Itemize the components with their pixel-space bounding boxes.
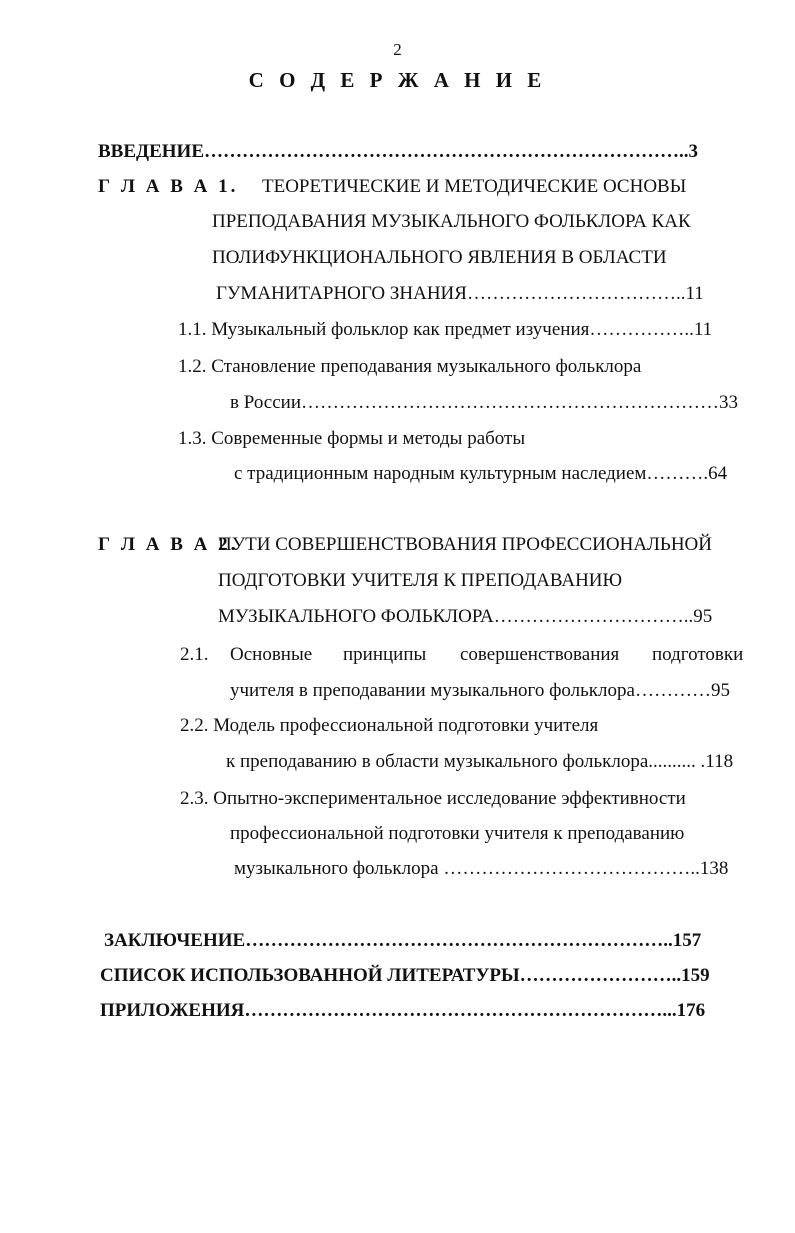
toc-entry-2-3-line-3: музыкального фольклора …………………………………..138 [234,858,729,879]
toc-entry-2-1-line-2: учителя в преподавании музыкального фольклора…………95 [230,680,730,701]
toc-entry-2-1-word-1: Основные [230,644,313,665]
toc-entry-conclusion: ЗАКЛЮЧЕНИЕ…………………………………………………………..157 [104,930,702,951]
chapter-1-title-line-1: ТЕОРЕТИЧЕСКИЕ И МЕТОДИЧЕСКИЕ ОСНОВЫ [262,176,687,197]
toc-entry-2-1-number: 2.1. [180,644,209,665]
toc-entry-2-2-line-1: 2.2. Модель профессиональной подготовки учителя [180,715,599,736]
toc-entry-1-3-line-1: 1.3. Современные формы и методы работы [178,428,526,449]
toc-entry-introduction: ВВЕДЕНИЕ…………………………………………………………………..3 [98,141,698,162]
page-title: С О Д Е Р Ж А Н И Е [248,68,547,92]
toc-entry-2-1-word-2: принципы [343,644,427,665]
toc-entry-2-3-line-1: 2.3. Опытно-экспериментальное исследование эффективности [180,788,686,809]
chapter-1-title-line-4: ГУМАНИТАРНОГО ЗНАНИЯ……………………………..11 [216,283,704,304]
chapter-1-title-line-3: ПОЛИФУНКЦИОНАЛЬНОГО ЯВЛЕНИЯ В ОБЛАСТИ [212,247,667,268]
chapter-1-label: Г Л А В А 1. [98,176,239,197]
toc-entry-appendices: ПРИЛОЖЕНИЯ…………………………………………………………...176 [100,1000,706,1021]
toc-entry-2-2-line-2: к преподаванию в области музыкального фольклора.......... .118 [226,751,734,772]
chapter-2-title-line-1: ПУТИ СОВЕРШЕНСТВОВАНИЯ ПРОФЕССИОНАЛЬНОЙ [218,534,712,555]
toc-entry-2-1-word-4: подготовки [652,644,744,665]
toc-entry-1-1: 1.1. Музыкальный фольклор как предмет изучения……………..11 [178,319,713,340]
toc-entry-bibliography: СПИСОК ИСПОЛЬЗОВАННОЙ ЛИТЕРАТУРЫ……………………..159 [100,965,710,986]
chapter-2-title-line-2: ПОДГОТОВКИ УЧИТЕЛЯ К ПРЕПОДАВАНИЮ [218,570,623,591]
chapter-2-title-line-3: МУЗЫКАЛЬНОГО ФОЛЬКЛОРА…………………………..95 [218,606,713,627]
page-number: 2 [393,40,402,59]
chapter-1-title-line-2: ПРЕПОДАВАНИЯ МУЗЫКАЛЬНОГО ФОЛЬКЛОРА КАК [212,211,691,232]
toc-entry-1-2-line-2: в России…………………………………………………………33 [230,392,738,413]
toc-entry-1-2-line-1: 1.2. Становление преподавания музыкального фольклора [178,356,642,377]
toc-entry-1-3-line-2: с традиционным народным культурным наследием……….64 [234,463,728,484]
toc-entry-2-1-word-3: совершенствования [460,644,620,665]
chapter-2-label: Г Л А В А 2. [98,534,239,555]
toc-entry-2-3-line-2: профессиональной подготовки учителя к преподаванию [230,823,685,844]
